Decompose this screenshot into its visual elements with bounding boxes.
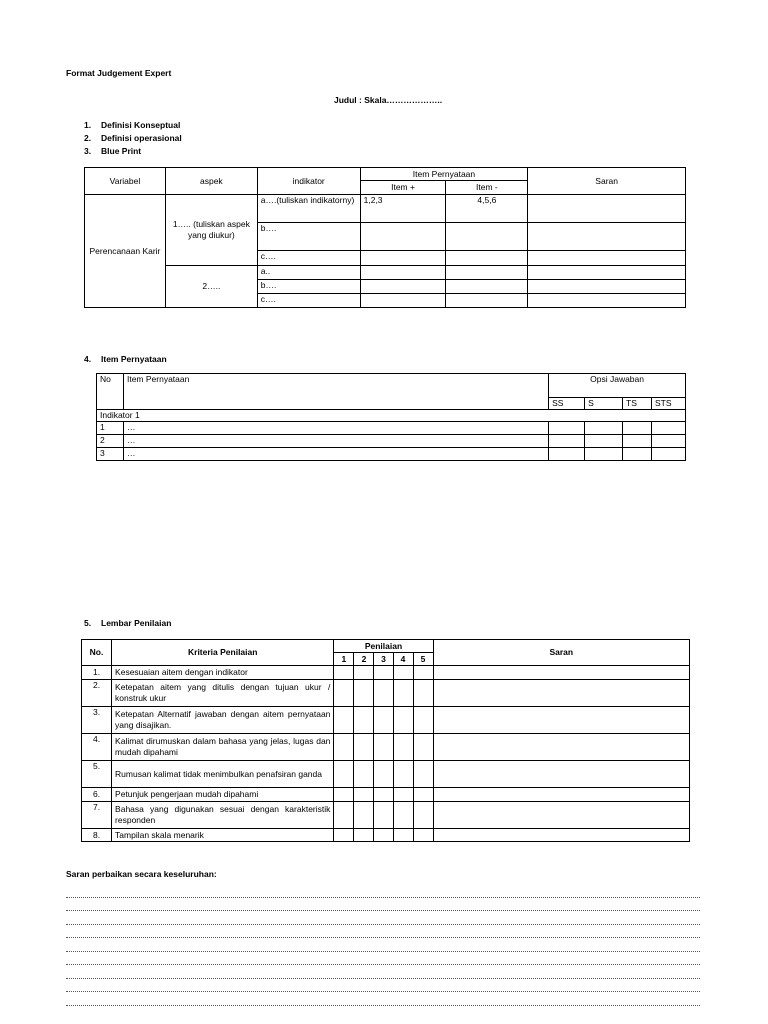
- col-item: Item Pernyataan: [123, 374, 548, 410]
- col-item-minus: Item -: [446, 181, 528, 195]
- col-ss: SS: [549, 398, 585, 410]
- table-row: 1. Kesesuaian aitem dengan indikator: [82, 666, 690, 680]
- indikator-c2: c….: [257, 294, 360, 308]
- table-row: 7. Bahasa yang digunakan sesuai dengan karakteristik responden: [82, 802, 690, 829]
- section-item: 3. Blue Print: [84, 146, 142, 156]
- dotted-line: [66, 897, 700, 898]
- col-s: S: [585, 398, 623, 410]
- indikator-b1: b….: [257, 223, 360, 251]
- table-row: 6. Petunjuk pengerjaan mudah dipahami: [82, 788, 690, 802]
- aspek-1-cell: 1….. (tuliskan aspek yang diukur): [165, 195, 257, 266]
- dotted-line: [66, 964, 700, 965]
- score-1: 1: [334, 653, 354, 666]
- col-opsi-jawaban: Opsi Jawaban: [549, 374, 686, 398]
- judul-skala: Judul : Skala………………..: [334, 95, 443, 105]
- col-indikator: indikator: [257, 168, 360, 195]
- dotted-line: [66, 910, 700, 911]
- variabel-cell: Perencanaan Karir: [85, 195, 166, 308]
- col-no: No.: [82, 640, 112, 666]
- col-item-plus: Item +: [360, 181, 446, 195]
- col-ts: TS: [623, 398, 652, 410]
- indikator-row: Indikator 1: [97, 410, 686, 422]
- score-4: 4: [393, 653, 413, 666]
- lembar-penilaian-table: [81, 639, 690, 842]
- aspek-2-cell: 2…..: [165, 266, 257, 308]
- col-kriteria: Kriteria Penilaian: [112, 640, 334, 666]
- section-item: 1. Definisi Konseptual: [84, 120, 181, 130]
- col-aspek: aspek: [165, 168, 257, 195]
- col-item-pernyataan: Item Pernyataan: [360, 168, 528, 181]
- section-list: [84, 119, 182, 158]
- blueprint-table: [84, 167, 686, 308]
- table-row: 3. Ketepatan Alternatif jawaban dengan aitem pernyataan yang disajikan.: [82, 707, 690, 734]
- indikator-b2: b….: [257, 280, 360, 294]
- col-variabel: Variabel: [85, 168, 166, 195]
- indikator-a2: a..: [257, 266, 360, 280]
- col-saran: Saran: [433, 640, 689, 666]
- dotted-line: [66, 924, 700, 925]
- section-5-heading: 5. Lembar Penilaian: [84, 618, 172, 628]
- table-row: 5. Rumusan kalimat tidak menimbulkan penafsiran ganda: [82, 761, 690, 788]
- table-row: 8. Tampilan skala menarik: [82, 829, 690, 842]
- score-2: 2: [354, 653, 374, 666]
- item-pernyataan-table: [96, 373, 686, 461]
- section-4-heading: 4. Item Pernyataan: [84, 354, 167, 364]
- table-row: 2. Ketepatan aitem yang ditulis dengan tujuan ukur / konstruk ukur: [82, 680, 690, 707]
- dotted-line: [66, 991, 700, 992]
- col-penilaian: Penilaian: [334, 640, 433, 653]
- dotted-line: [66, 978, 700, 979]
- table-row: 4. Kalimat dirumuskan dalam bahasa yang jelas, lugas dan mudah dipahami: [82, 734, 690, 761]
- score-3: 3: [374, 653, 393, 666]
- col-no: No: [97, 374, 124, 410]
- section-item: 2. Definisi operasional: [84, 133, 182, 143]
- saran-cell: [528, 195, 686, 223]
- table-row: 1 …: [97, 422, 686, 435]
- indikator-a1: a….(tuliskan indikatorny): [257, 195, 360, 223]
- dotted-line: [66, 937, 700, 938]
- col-saran: Saran: [528, 168, 686, 195]
- indikator-c1: c….: [257, 251, 360, 266]
- item-minus-1: 4,5,6: [446, 195, 528, 223]
- score-5: 5: [413, 653, 433, 666]
- item-plus-1: 1,2,3: [360, 195, 446, 223]
- col-sts: STS: [651, 398, 685, 410]
- saran-keseluruhan-label: Saran perbaikan secara keseluruhan:: [66, 869, 217, 879]
- table-row: 2 …: [97, 435, 686, 448]
- dotted-line: [66, 1005, 700, 1006]
- table-row: 3 …: [97, 448, 686, 461]
- document-title: Format Judgement Expert: [66, 68, 172, 78]
- dotted-line: [66, 951, 700, 952]
